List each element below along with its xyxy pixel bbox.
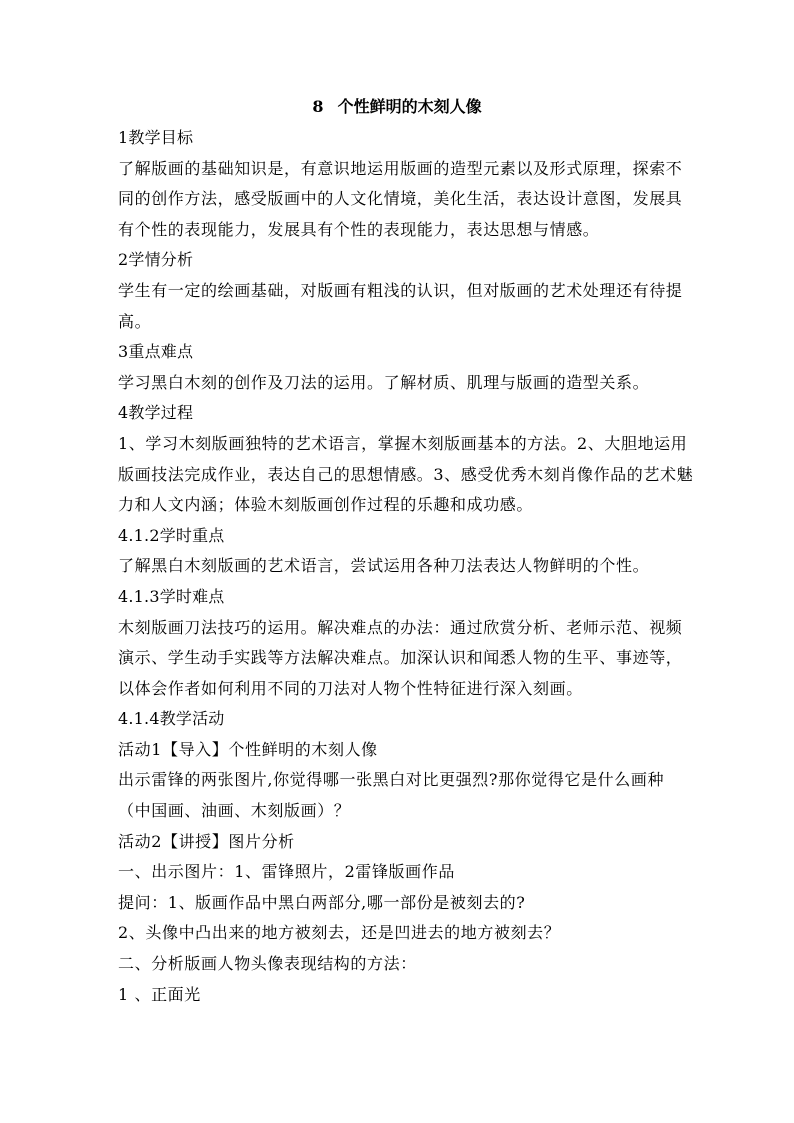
section-heading-key-points: 3重点难点 (118, 342, 194, 362)
paragraph-line: 1 、正面光 (118, 984, 201, 1004)
paragraph-line: 一、出示图片：1、雷锋照片，2雷锋版画作品 (118, 862, 455, 882)
paragraph-line: （中国画、油画、木刻版画）？ (118, 801, 351, 821)
subsection-heading-activities: 4.1.4教学活动 (118, 709, 225, 729)
section-heading-objectives: 1教学目标 (118, 128, 194, 147)
paragraph-line: 2、头像中凸出来的地方被刻去，还是凹进去的地方被刻去？ (118, 923, 561, 943)
paragraph-line: 了解版画的基础知识是，有意识地运用版画的造型元素以及形式原理，探索不 (118, 158, 683, 178)
paragraph-line: 1、学习木刻版画独特的艺术语言，掌握木刻版画基本的方法。2、大胆地运用 (118, 433, 688, 453)
section-heading-process: 4教学过程 (118, 403, 194, 423)
paragraph-line: 出示雷锋的两张图片,你觉得哪一张黑白对比更强烈?那你觉得它是什么画种 (118, 770, 665, 790)
paragraph-line: 提问：1、版画作品中黑白两部分,哪一部份是被刻去的? (118, 892, 526, 912)
title-number: 8 (312, 97, 324, 116)
paragraph-line: 演示、学生动手实践等方法解决难点。加深认识和闻悉人物的生平、事迹等， (118, 648, 683, 668)
activity-title: 活动2【讲授】图片分析 (118, 831, 295, 851)
paragraph-line: 了解黑白木刻版画的艺术语言，尝试运用各种刀法表达人物鲜明的个性。 (118, 556, 650, 576)
subsection-heading-difficulty: 4.1.3学时难点 (118, 586, 225, 606)
paragraph-line: 二、分析版画人物头像表现结构的方法： (118, 954, 417, 974)
paragraph-line: 学习黑白木刻的创作及刀法的运用。了解材质、肌理与版画的造型关系。 (118, 372, 650, 392)
paragraph-line: 以体会作者如何利用不同的刀法对人物个性特征进行深入刻画。 (118, 678, 583, 698)
paragraph-line: 有个性的表现能力，发展具有个性的表现能力，表达思想与情感。 (118, 219, 600, 239)
page-title (0, 95, 794, 119)
paragraph-line: 力和人文内涵；体验木刻版画创作过程的乐趣和成功感。 (118, 495, 534, 515)
paragraph-line: 高。 (118, 311, 152, 331)
paragraph-line: 同的创作方法，感受版画中的人文化情境，美化生活，表达设计意图，发展具 (118, 189, 683, 209)
paragraph-line: 木刻版画刀法技巧的运用。解决难点的办法：通过欣赏分析、老师示范、视频 (118, 617, 683, 637)
paragraph-line: 版画技法完成作业，表达自己的思想情感。3、感受优秀木刻肖像作品的艺术魅 (118, 464, 694, 484)
title-text: 个性鲜明的木刻人像 (337, 97, 482, 116)
section-heading-learner-analysis: 2学情分析 (118, 250, 194, 270)
subsection-heading-focus: 4.1.2学时重点 (118, 525, 225, 545)
paragraph-line: 学生有一定的绘画基础，对版画有粗浅的认识，但对版画的艺术处理还有待提 (118, 280, 683, 300)
document-body (118, 123, 694, 1010)
activity-title: 活动1【导入】个性鲜明的木刻人像 (118, 739, 378, 759)
